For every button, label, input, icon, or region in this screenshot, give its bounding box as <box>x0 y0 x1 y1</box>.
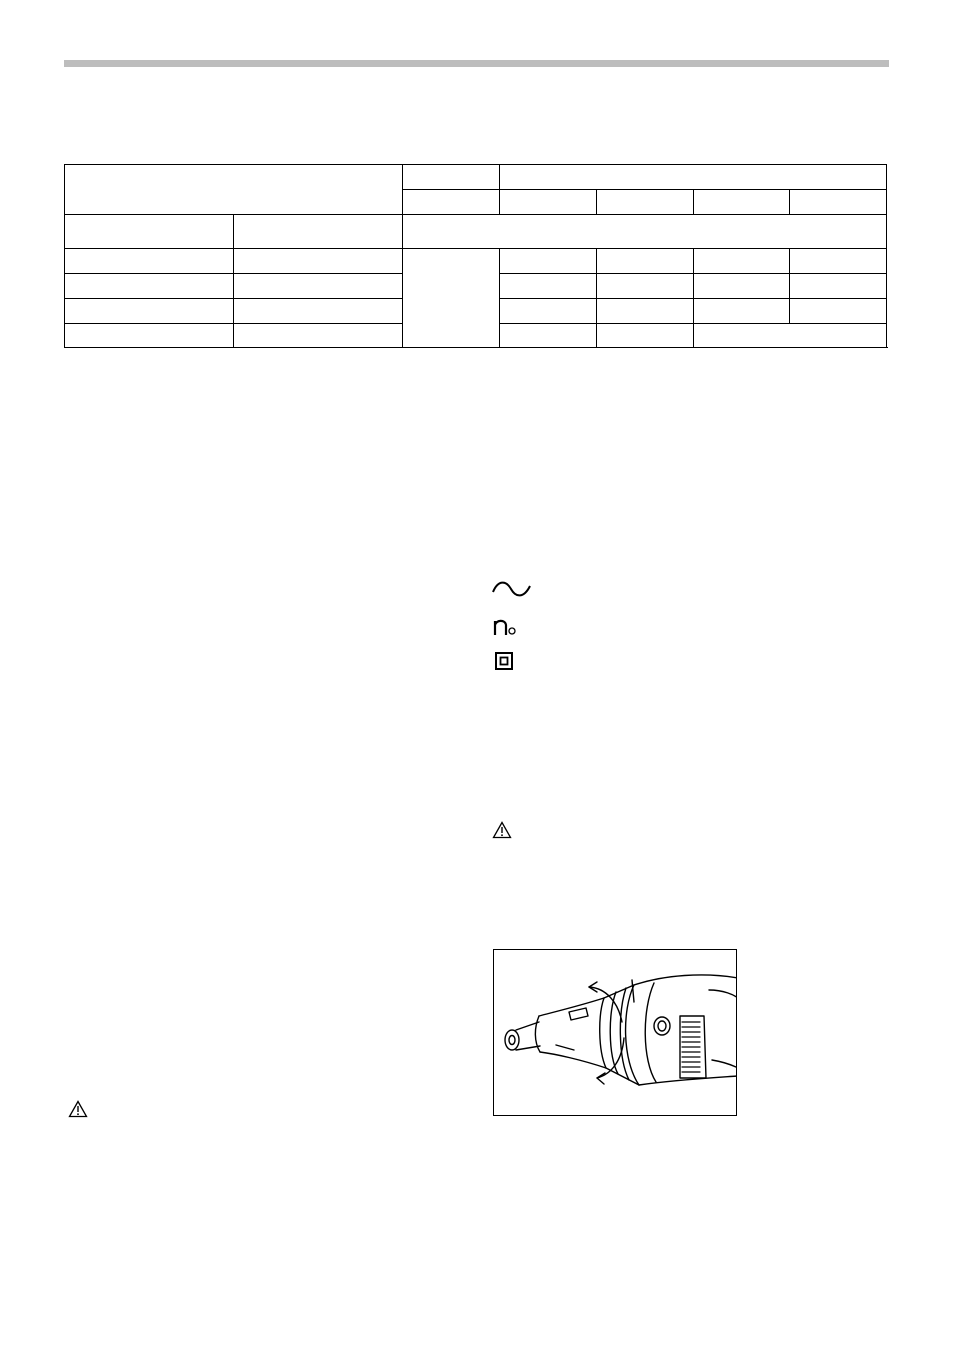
table-cell <box>597 274 694 299</box>
table-cell <box>790 274 887 299</box>
table-cell <box>403 190 500 215</box>
table-cell <box>234 215 403 249</box>
table-cell <box>790 299 887 324</box>
table-cell <box>500 190 597 215</box>
table-cell <box>694 299 790 324</box>
table-row <box>65 165 887 190</box>
table-cell <box>234 249 403 274</box>
table-cell <box>500 274 597 299</box>
specifications-table <box>64 164 887 348</box>
screwdriver-adjusting-ring-illustration <box>494 950 737 1116</box>
tilde-wave-icon <box>490 578 534 600</box>
table-cell <box>234 274 403 299</box>
warning-triangle-icon <box>68 1100 88 1118</box>
n-zero-icon <box>492 613 518 637</box>
illustration-figure <box>493 949 737 1116</box>
table-cell <box>403 215 887 249</box>
table-cell <box>597 190 694 215</box>
header-rule <box>64 60 889 67</box>
table-cell <box>500 249 597 274</box>
warning-triangle-icon <box>492 821 512 839</box>
table-cell <box>790 249 887 274</box>
table-cell <box>694 190 790 215</box>
table-cell <box>597 324 694 348</box>
table-cell <box>234 299 403 324</box>
table-row <box>65 215 887 249</box>
table-cell <box>597 299 694 324</box>
table-cell <box>65 274 234 299</box>
table-cell <box>65 249 234 274</box>
table-cell <box>403 165 500 190</box>
table-cell <box>694 274 790 299</box>
table-cell <box>790 190 887 215</box>
table-cell <box>403 249 500 348</box>
table-cell <box>597 249 694 274</box>
table-cell <box>500 299 597 324</box>
table-cell <box>694 249 790 274</box>
table-cell <box>694 324 887 348</box>
table-cell <box>65 215 234 249</box>
table-cell <box>500 324 597 348</box>
table-cell <box>65 165 403 215</box>
double-square-icon <box>495 652 513 670</box>
table-cell <box>500 165 887 190</box>
table-cell <box>65 324 234 348</box>
table-row <box>65 249 887 274</box>
table-cell <box>65 299 234 324</box>
table-cell <box>234 324 403 348</box>
